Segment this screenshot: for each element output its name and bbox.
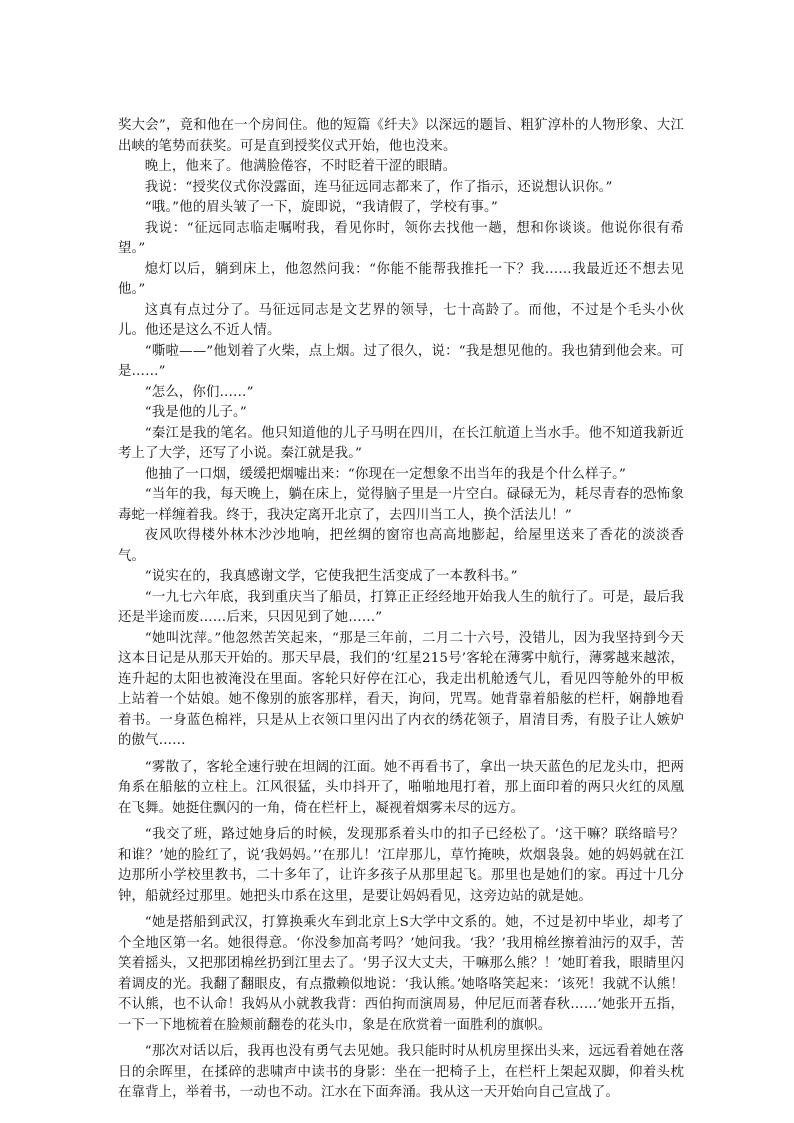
paragraph: “怎么，你们……”: [144, 384, 254, 400]
paragraph: “她叫沈萍。”他忽然苦笑起来，“那是三年前，二月二十六号，没错儿，因为我坚持到今天这本日记是从那天开始的。那天早晨，我们的‘红星215号’客轮在薄雾中航行，薄雾越来越浓，连升起的太阳也被淹没在里面。客轮只好停在江心，我走出机舱透气儿，看见四等舱外的甲板上站着一个姑娘。她不像别的旅客那样，看天，询问，咒骂。她背靠着船舷的栏杆，娴静地看着书。一身蓝色棉袢，只是从上衣领口里闪出了内衣的绣花领子，眉清目秀，有股子让人嫉妒的傲气……: [118, 630, 684, 748]
paragraph: 我说：“征远同志临走嘱咐我，看见你时，领你去找他一趟，想和你谈谈。他说你很有希望。”: [118, 220, 684, 256]
paragraph: 夜风吹得楼外林木沙沙地响，把丝绸的窗帘也高高地膨起，给屋里送来了香花的淡淡香气。: [118, 528, 684, 564]
paragraph: “我是他的儿子。”: [144, 405, 247, 420]
paragraph: “雾散了，客轮全速行驶在坦阔的江面。她不再看书了，拿出一块天蓝色的尼龙头巾，把两角系在船舷的立柱上。江风很猛，头巾抖开了，啪啪地甩打着，那上面印着的两只火红的凤凰在飞舞。她挺住飘闪的一角，倚在栏杆上，凝视着烟雾未尽的远方。: [118, 759, 684, 816]
paragraph: “一九七六年底，我到重庆当了船员，打算正正经经地开始我人生的航行了。可是，最后我还是半途而废……后来，只因见到了她……”: [118, 589, 684, 625]
paragraph: “哦。”他的眉头皱了一下，旋即说，“我请假了，学校有事。”: [144, 200, 498, 215]
paragraph: “说实在的，我真感谢文学，它使我把生活变成了一本教科书。”: [144, 569, 518, 584]
paragraph: 这真有点过分了。马征远同志是文艺界的领导，七十高龄了。而他，不过是个毛头小伙儿。他还是这么不近人情。: [118, 302, 684, 338]
document-page: [118, 116, 684, 1104]
paragraph: 熄灯以后，躺到床上，他忽然问我：“你能不能帮我推托一下？我……我最近还不想去见他。”: [118, 261, 684, 297]
paragraph: 我说：“授奖仪式你没露面，连马征远同志都来了，作了指示，还说想认识你。”: [144, 179, 613, 195]
paragraph: “我交了班，路过她身后的时候，发现那系着头巾的扣子已经松了。‘这干嘛？联络暗号？和谁？’她的脸红了，说‘我妈妈。’‘在那儿！’江岸那儿，草竹掩映，炊烟袅袅。她的妈妈就在江边那所小学校里教书，二十多年了，让许多孩子从那里起飞。那里也是她们的家。再过十几分钟，船就经过那里。她把头巾系在这里，是要让妈妈看见，这旁边站的就是她。: [118, 827, 684, 904]
paragraph: “她是搭船到武汉，打算换乘火车到北京上S大学中文系的。她，不过是初中毕业，却考了个全地区第一名。她很得意。‘你没参加高考吗？’她问我。‘我？’我用棉丝擦着油污的双手，苦笑着摇头，又把那团棉丝扔到江里去了。‘男子汉大丈夫，干嘛那么熊？！’她盯着我，眼睛里闪着调皮的光。我翻了翻眼皮，有点撒赖似地说：‘我认熊。’她咯咯笑起来：‘该死！我就不认熊！不认熊，也不认命！我妈从小就教我背：西伯拘而演周易，仲尼厄而著春秋……’她张开五指，一下一下地梳着在脸颊前翻卷的花头巾，象是在欣赏着一面胜利的旗帜。: [118, 915, 684, 1033]
paragraph: 他抽了一口烟，缓缓把烟嘘出来：“你现在一定想象不出当年的我是个什么样子。”: [144, 466, 627, 482]
paragraph: “秦江是我的笔名。他只知道他的儿子马明在四川，在长江航道上当水手。他不知道我新近考上了大学，还写了小说。秦江就是我。”: [118, 425, 684, 461]
paragraph: “那次对话以后，我再也没有勇气去见她。我只能时时从机房里探出头来，远远看着她在落日的余晖里，在揉碎的悲啸声中读书的身影：坐在一把椅子上，在栏杆上架起双脚，仰着头枕在靠背上，举着书，一动也不动。江水在下面奔涌。我从这一天开始向自己宣战了。: [118, 1044, 684, 1100]
paragraph: 晚上，他来了。他满脸倦容，不时眨着干涩的眼睛。: [144, 159, 457, 174]
paragraph: “嘶啦——”他划着了火柴，点上烟。过了很久，说：“我是想见他的。我也猜到他会来。可是……”: [118, 343, 684, 379]
paragraph: 奖大会”，竟和他在一个房间住。他的短篇《纤夫》以深远的题旨、粗犷淳朴的人物形象、大江出峡的笔势而获奖。可是直到授奖仪式开始，他也没来。: [118, 118, 684, 154]
paragraph: “当年的我，每天晚上，躺在床上，觉得脑子里是一片空白。碌碌无为，耗尽青春的恐怖象毒蛇一样缠着我。终于，我决定离开北京了，去四川当工人，换个活法儿！”: [118, 487, 684, 523]
